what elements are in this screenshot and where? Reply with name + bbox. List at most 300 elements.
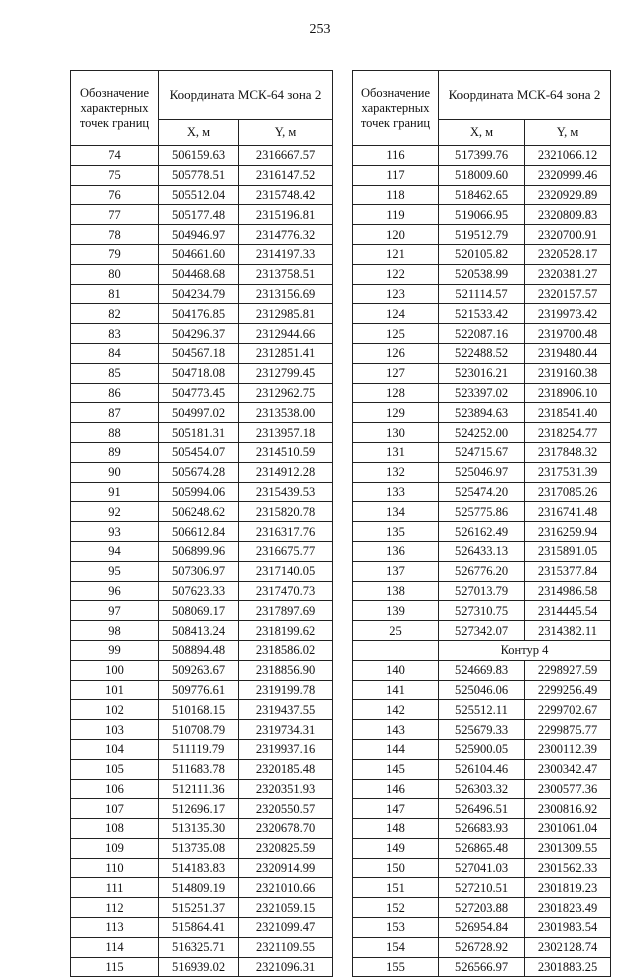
y-coordinate: 2314197.33 xyxy=(239,244,333,264)
y-coordinate: 2299875.77 xyxy=(525,720,611,740)
table-row xyxy=(71,819,333,839)
y-coordinate: 2317897.69 xyxy=(239,601,333,621)
y-coordinate: 2320929.89 xyxy=(525,185,611,205)
point-number: 100 xyxy=(71,660,159,680)
table-row xyxy=(353,621,611,641)
table-row xyxy=(353,660,611,680)
table-row xyxy=(353,304,611,324)
point-number: 152 xyxy=(353,898,439,918)
table-row xyxy=(71,304,333,324)
point-number: 80 xyxy=(71,264,159,284)
table-row xyxy=(353,442,611,462)
page-number: 253 xyxy=(309,22,331,37)
point-number: 153 xyxy=(353,918,439,938)
x-coordinate: 520538.99 xyxy=(439,264,525,284)
table-row xyxy=(353,819,611,839)
point-number: 120 xyxy=(353,225,439,245)
point-number: 92 xyxy=(71,502,159,522)
table-row xyxy=(353,522,611,542)
x-coordinate: 504997.02 xyxy=(159,403,239,423)
y-coordinate: 2312944.66 xyxy=(239,324,333,344)
y-coordinate: 2301061.04 xyxy=(525,819,611,839)
table-row xyxy=(353,225,611,245)
x-column-header: X, м xyxy=(439,120,525,146)
point-number: 74 xyxy=(71,146,159,166)
x-coordinate: 511683.78 xyxy=(159,759,239,779)
x-coordinate: 526496.51 xyxy=(439,799,525,819)
table-row xyxy=(353,779,611,799)
y-coordinate: 2316741.48 xyxy=(525,502,611,522)
x-coordinate: 505454.07 xyxy=(159,442,239,462)
designation-header: Обозначение характерных точек границ xyxy=(71,71,159,146)
y-coordinate: 2319973.42 xyxy=(525,304,611,324)
point-number: 86 xyxy=(71,383,159,403)
y-coordinate: 2315748.42 xyxy=(239,185,333,205)
x-coordinate: 527203.88 xyxy=(439,898,525,918)
point-number: 85 xyxy=(71,363,159,383)
table-row xyxy=(71,343,333,363)
table-row xyxy=(71,957,333,977)
x-coordinate: 527041.03 xyxy=(439,858,525,878)
x-coordinate: 509263.67 xyxy=(159,660,239,680)
x-coordinate: 525512.11 xyxy=(439,700,525,720)
point-number: 105 xyxy=(71,759,159,779)
table-row xyxy=(353,581,611,601)
x-coordinate: 512111.36 xyxy=(159,779,239,799)
contour-label: Контур 4 xyxy=(439,640,611,660)
table-row xyxy=(353,383,611,403)
table-row xyxy=(71,383,333,403)
point-number: 87 xyxy=(71,403,159,423)
point-number: 112 xyxy=(71,898,159,918)
x-coordinate: 505674.28 xyxy=(159,462,239,482)
table-row xyxy=(353,720,611,740)
table-row xyxy=(71,165,333,185)
table-row xyxy=(71,739,333,759)
point-number: 143 xyxy=(353,720,439,740)
table-row xyxy=(71,561,333,581)
table-row xyxy=(353,799,611,819)
x-coordinate: 526683.93 xyxy=(439,819,525,839)
table-row xyxy=(71,898,333,918)
point-number: 101 xyxy=(71,680,159,700)
y-coordinate: 2317140.05 xyxy=(239,561,333,581)
x-coordinate: 505177.48 xyxy=(159,205,239,225)
coordinates-table-left xyxy=(70,70,333,977)
table-row xyxy=(71,225,333,245)
y-column-header: Y, м xyxy=(239,120,333,146)
x-coordinate: 526954.84 xyxy=(439,918,525,938)
x-coordinate: 516939.02 xyxy=(159,957,239,977)
x-coordinate: 520105.82 xyxy=(439,244,525,264)
x-coordinate: 524669.83 xyxy=(439,660,525,680)
x-coordinate: 513735.08 xyxy=(159,838,239,858)
y-coordinate: 2321066.12 xyxy=(525,146,611,166)
y-coordinate: 2320381.27 xyxy=(525,264,611,284)
y-coordinate: 2321109.55 xyxy=(239,937,333,957)
x-coordinate: 526865.48 xyxy=(439,838,525,858)
table-row xyxy=(353,482,611,502)
x-coordinate: 524252.00 xyxy=(439,423,525,443)
table-row xyxy=(353,343,611,363)
y-coordinate: 2317531.39 xyxy=(525,462,611,482)
x-coordinate: 505994.06 xyxy=(159,482,239,502)
y-coordinate: 2301562.33 xyxy=(525,858,611,878)
point-number: 117 xyxy=(353,165,439,185)
x-coordinate: 524715.67 xyxy=(439,442,525,462)
x-coordinate: 526728.92 xyxy=(439,937,525,957)
point-number: 122 xyxy=(353,264,439,284)
left-table-body xyxy=(71,146,333,977)
x-coordinate: 527342.07 xyxy=(439,621,525,641)
point-number: 129 xyxy=(353,403,439,423)
x-coordinate: 511119.79 xyxy=(159,739,239,759)
point-number: 154 xyxy=(353,937,439,957)
y-coordinate: 2299702.67 xyxy=(525,700,611,720)
x-coordinate: 526433.13 xyxy=(439,541,525,561)
y-coordinate: 2319734.31 xyxy=(239,720,333,740)
y-coordinate: 2318254.77 xyxy=(525,423,611,443)
table-row xyxy=(71,205,333,225)
y-coordinate: 2302128.74 xyxy=(525,937,611,957)
point-number: 98 xyxy=(71,621,159,641)
x-coordinate: 505512.04 xyxy=(159,185,239,205)
y-coordinate: 2300112.39 xyxy=(525,739,611,759)
y-coordinate: 2313156.69 xyxy=(239,284,333,304)
point-number: 107 xyxy=(71,799,159,819)
y-coordinate: 2321059.15 xyxy=(239,898,333,918)
point-number: 149 xyxy=(353,838,439,858)
y-coordinate: 2320528.17 xyxy=(525,244,611,264)
y-coordinate: 2319437.55 xyxy=(239,700,333,720)
point-number: 108 xyxy=(71,819,159,839)
y-coordinate: 2300577.36 xyxy=(525,779,611,799)
point-number: 111 xyxy=(71,878,159,898)
table-row xyxy=(71,363,333,383)
x-coordinate: 519512.79 xyxy=(439,225,525,245)
y-coordinate: 2312962.75 xyxy=(239,383,333,403)
point-number: 109 xyxy=(71,838,159,858)
y-coordinate: 2319160.38 xyxy=(525,363,611,383)
x-coordinate: 504946.97 xyxy=(159,225,239,245)
point-number: 124 xyxy=(353,304,439,324)
point-number: 139 xyxy=(353,601,439,621)
y-coordinate: 2320914.99 xyxy=(239,858,333,878)
table-row xyxy=(353,918,611,938)
right-table-body xyxy=(353,146,611,977)
table-row xyxy=(71,423,333,443)
point-number: 97 xyxy=(71,601,159,621)
x-coordinate: 504718.08 xyxy=(159,363,239,383)
y-coordinate: 2301983.54 xyxy=(525,918,611,938)
point-number: 126 xyxy=(353,343,439,363)
x-coordinate: 526104.46 xyxy=(439,759,525,779)
x-coordinate: 517399.76 xyxy=(439,146,525,166)
x-coordinate: 526162.49 xyxy=(439,522,525,542)
table-row xyxy=(71,799,333,819)
table-row xyxy=(71,502,333,522)
y-coordinate: 2315820.78 xyxy=(239,502,333,522)
table-row xyxy=(353,700,611,720)
table-row xyxy=(71,146,333,166)
x-coordinate: 506159.63 xyxy=(159,146,239,166)
table-row xyxy=(71,403,333,423)
point-number: 121 xyxy=(353,244,439,264)
table-row xyxy=(71,937,333,957)
x-coordinate: 525900.05 xyxy=(439,739,525,759)
y-coordinate: 2318856.90 xyxy=(239,660,333,680)
x-coordinate: 505181.31 xyxy=(159,423,239,443)
x-coordinate: 508894.48 xyxy=(159,640,239,660)
y-coordinate: 2298927.59 xyxy=(525,660,611,680)
point-number: 146 xyxy=(353,779,439,799)
table-row xyxy=(353,838,611,858)
table-row xyxy=(353,423,611,443)
point-number: 123 xyxy=(353,284,439,304)
table-row xyxy=(353,403,611,423)
table-row xyxy=(71,621,333,641)
coordinate-header: Координата МСК-64 зона 2 xyxy=(439,71,611,120)
y-coordinate: 2319937.16 xyxy=(239,739,333,759)
point-number: 93 xyxy=(71,522,159,542)
point-number: 115 xyxy=(71,957,159,977)
y-coordinate: 2299256.49 xyxy=(525,680,611,700)
y-coordinate: 2314382.11 xyxy=(525,621,611,641)
x-coordinate: 504661.60 xyxy=(159,244,239,264)
x-coordinate: 504176.85 xyxy=(159,304,239,324)
y-coordinate: 2318906.10 xyxy=(525,383,611,403)
x-coordinate: 527210.51 xyxy=(439,878,525,898)
table-row xyxy=(71,264,333,284)
table-row xyxy=(353,898,611,918)
y-coordinate: 2317470.73 xyxy=(239,581,333,601)
point-number: 78 xyxy=(71,225,159,245)
x-coordinate: 521114.57 xyxy=(439,284,525,304)
point-number: 140 xyxy=(353,660,439,680)
y-coordinate: 2315439.53 xyxy=(239,482,333,502)
table-row xyxy=(353,284,611,304)
y-coordinate: 2315377.84 xyxy=(525,561,611,581)
point-number: 114 xyxy=(71,937,159,957)
point-number: 103 xyxy=(71,720,159,740)
table-row xyxy=(71,759,333,779)
table-row xyxy=(71,878,333,898)
x-coordinate: 523894.63 xyxy=(439,403,525,423)
table-row xyxy=(353,205,611,225)
table-row xyxy=(71,442,333,462)
y-coordinate: 2320550.57 xyxy=(239,799,333,819)
y-coordinate: 2301823.49 xyxy=(525,898,611,918)
y-coordinate: 2321010.66 xyxy=(239,878,333,898)
x-coordinate: 508069.17 xyxy=(159,601,239,621)
x-coordinate: 509776.61 xyxy=(159,680,239,700)
y-coordinate: 2314445.54 xyxy=(525,601,611,621)
y-coordinate: 2320351.93 xyxy=(239,779,333,799)
y-coordinate: 2300342.47 xyxy=(525,759,611,779)
y-coordinate: 2313957.18 xyxy=(239,423,333,443)
point-number: 106 xyxy=(71,779,159,799)
y-coordinate: 2318541.40 xyxy=(525,403,611,423)
y-coordinate: 2320700.91 xyxy=(525,225,611,245)
x-coordinate: 516325.71 xyxy=(159,937,239,957)
x-coordinate: 518009.60 xyxy=(439,165,525,185)
x-coordinate: 506612.84 xyxy=(159,522,239,542)
point-number: 84 xyxy=(71,343,159,363)
y-coordinate: 2314776.32 xyxy=(239,225,333,245)
x-coordinate: 514183.83 xyxy=(159,858,239,878)
x-coordinate: 525679.33 xyxy=(439,720,525,740)
point-number: 148 xyxy=(353,819,439,839)
y-coordinate: 2301819.23 xyxy=(525,878,611,898)
point-number: 137 xyxy=(353,561,439,581)
table-row xyxy=(71,700,333,720)
x-coordinate: 505778.51 xyxy=(159,165,239,185)
y-coordinate: 2316675.77 xyxy=(239,541,333,561)
x-coordinate: 525046.06 xyxy=(439,680,525,700)
table-row xyxy=(353,601,611,621)
point-number: 83 xyxy=(71,324,159,344)
y-coordinate: 2313538.00 xyxy=(239,403,333,423)
x-coordinate: 504773.45 xyxy=(159,383,239,403)
table-row xyxy=(353,165,611,185)
designation-header: Обозначение характерных точек границ xyxy=(353,71,439,146)
point-number: 150 xyxy=(353,858,439,878)
point-number: 125 xyxy=(353,324,439,344)
table-row xyxy=(353,541,611,561)
point-number: 77 xyxy=(71,205,159,225)
table-row xyxy=(71,601,333,621)
point-number: 138 xyxy=(353,581,439,601)
x-coordinate: 508413.24 xyxy=(159,621,239,641)
point-number: 130 xyxy=(353,423,439,443)
table-row xyxy=(71,324,333,344)
y-coordinate: 2313758.51 xyxy=(239,264,333,284)
point-number: 76 xyxy=(71,185,159,205)
y-coordinate: 2314912.28 xyxy=(239,462,333,482)
x-coordinate: 525046.97 xyxy=(439,462,525,482)
y-coordinate: 2321096.31 xyxy=(239,957,333,977)
y-coordinate: 2301883.25 xyxy=(525,957,611,977)
x-coordinate: 504567.18 xyxy=(159,343,239,363)
point-number: 147 xyxy=(353,799,439,819)
x-coordinate: 522087.16 xyxy=(439,324,525,344)
x-coordinate: 507306.97 xyxy=(159,561,239,581)
y-coordinate: 2316147.52 xyxy=(239,165,333,185)
x-coordinate: 510168.15 xyxy=(159,700,239,720)
x-coordinate: 504296.37 xyxy=(159,324,239,344)
point-number: 96 xyxy=(71,581,159,601)
table-row xyxy=(353,324,611,344)
x-column-header: X, м xyxy=(159,120,239,146)
y-coordinate: 2319700.48 xyxy=(525,324,611,344)
table-row xyxy=(71,185,333,205)
point-number: 79 xyxy=(71,244,159,264)
x-coordinate: 525775.86 xyxy=(439,502,525,522)
point-number: 133 xyxy=(353,482,439,502)
point-number: 91 xyxy=(71,482,159,502)
table-row xyxy=(353,462,611,482)
point-number: 94 xyxy=(71,541,159,561)
point-number: 110 xyxy=(71,858,159,878)
y-coordinate: 2301309.55 xyxy=(525,838,611,858)
x-coordinate: 515864.41 xyxy=(159,918,239,938)
point-number: 95 xyxy=(71,561,159,581)
table-row xyxy=(71,858,333,878)
table-row xyxy=(71,284,333,304)
y-coordinate: 2312851.41 xyxy=(239,343,333,363)
y-coordinate: 2320185.48 xyxy=(239,759,333,779)
y-coordinate: 2318199.62 xyxy=(239,621,333,641)
y-coordinate: 2320678.70 xyxy=(239,819,333,839)
y-coordinate: 2320999.46 xyxy=(525,165,611,185)
point-number: 131 xyxy=(353,442,439,462)
table-row xyxy=(71,244,333,264)
table-row xyxy=(71,838,333,858)
point-number: 89 xyxy=(71,442,159,462)
x-coordinate: 526303.32 xyxy=(439,779,525,799)
table-row xyxy=(71,541,333,561)
point-number: 144 xyxy=(353,739,439,759)
point-number: 88 xyxy=(71,423,159,443)
table-row xyxy=(353,244,611,264)
table-row xyxy=(353,759,611,779)
y-coordinate: 2314986.58 xyxy=(525,581,611,601)
table-row xyxy=(353,185,611,205)
point-number: 136 xyxy=(353,541,439,561)
x-coordinate: 522488.52 xyxy=(439,343,525,363)
point-number: 118 xyxy=(353,185,439,205)
point-number: 99 xyxy=(71,640,159,660)
y-coordinate: 2321099.47 xyxy=(239,918,333,938)
table-row xyxy=(71,918,333,938)
y-coordinate: 2317085.26 xyxy=(525,482,611,502)
point-number: 90 xyxy=(71,462,159,482)
y-coordinate: 2315891.05 xyxy=(525,541,611,561)
table-row xyxy=(353,264,611,284)
table-row xyxy=(353,502,611,522)
table-row xyxy=(71,462,333,482)
point-number: 102 xyxy=(71,700,159,720)
x-coordinate: 504468.68 xyxy=(159,264,239,284)
table-row xyxy=(353,561,611,581)
x-coordinate: 526566.97 xyxy=(439,957,525,977)
table-row xyxy=(71,779,333,799)
table-row xyxy=(353,878,611,898)
point-number: 141 xyxy=(353,680,439,700)
table-row xyxy=(71,680,333,700)
point-number: 113 xyxy=(71,918,159,938)
x-coordinate: 506248.62 xyxy=(159,502,239,522)
table-row xyxy=(71,660,333,680)
contour-row xyxy=(353,640,611,660)
point-number: 142 xyxy=(353,700,439,720)
y-coordinate: 2315196.81 xyxy=(239,205,333,225)
x-coordinate: 527310.75 xyxy=(439,601,525,621)
x-coordinate: 526776.20 xyxy=(439,561,525,581)
coordinate-header: Координата МСК-64 зона 2 xyxy=(159,71,333,120)
x-coordinate: 504234.79 xyxy=(159,284,239,304)
y-coordinate: 2317848.32 xyxy=(525,442,611,462)
y-coordinate: 2312985.81 xyxy=(239,304,333,324)
point-number: 25 xyxy=(353,621,439,641)
table-row xyxy=(353,363,611,383)
point-number: 119 xyxy=(353,205,439,225)
table-row xyxy=(353,739,611,759)
point-number: 116 xyxy=(353,146,439,166)
table-row xyxy=(71,640,333,660)
x-coordinate: 523016.21 xyxy=(439,363,525,383)
point-number: 75 xyxy=(71,165,159,185)
